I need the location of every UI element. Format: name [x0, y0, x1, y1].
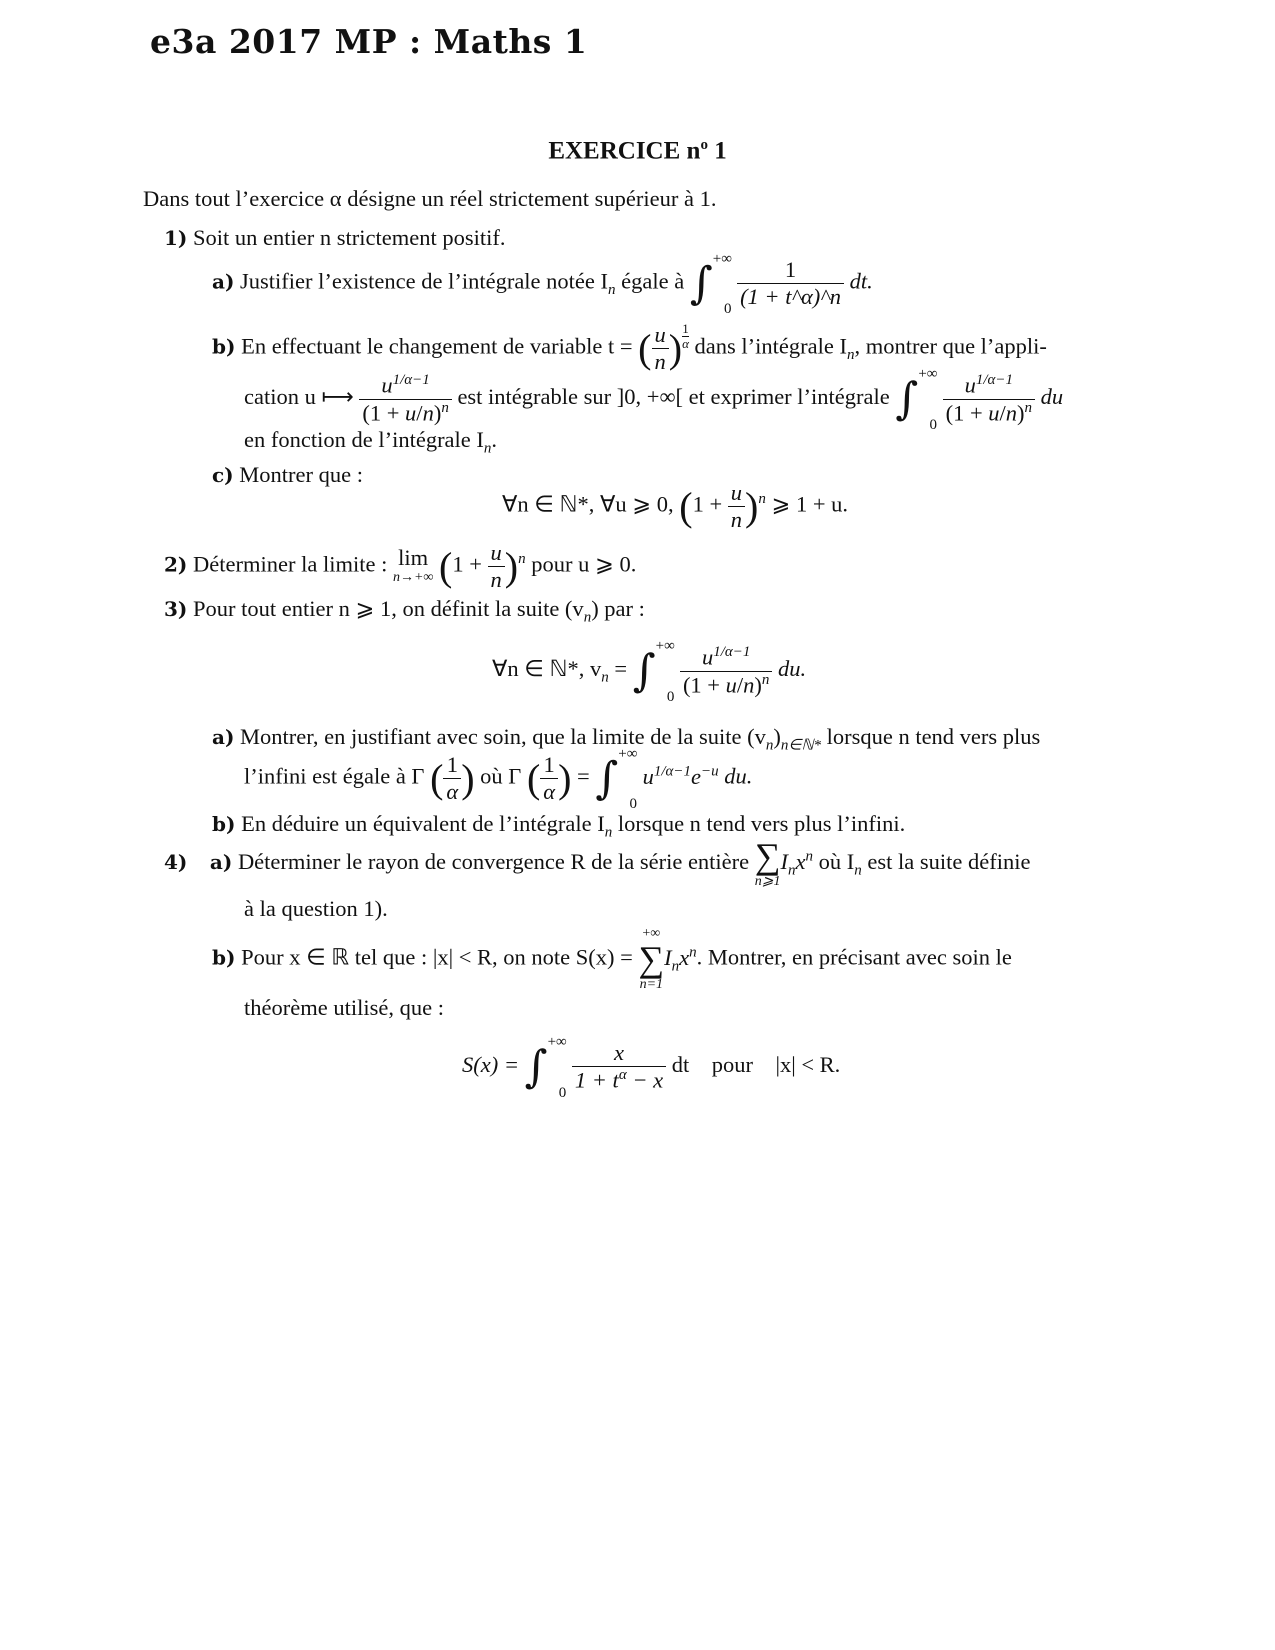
question-1c: c) Montrer que :	[212, 462, 363, 487]
question-4b-line1: b) Pour x ∈ ℝ tel que : |x| < R, on note S(x) = +∞ ∑ n=1 $I_nx^n$. Montrer, en précisant avec soin le	[212, 926, 1012, 993]
formula-4b: S(x) = ∫+∞0 $\frac{x}{1 + t^\alpha - x}$ dt pour |x| < R.	[462, 1034, 841, 1101]
question-4b-line2: théorème utilisé, que :	[244, 995, 444, 1020]
question-2: 2) Déterminer la limite : lim n→+∞ (1 + $\frac{u}{n}$ )$^n$ pour u ⩾ 0.	[164, 540, 637, 592]
intro-text: Dans tout l’exercice α désigne un réel strictement supérieur à 1.	[143, 186, 717, 211]
question-1a: a) Justifier l’existence de l’intégrale notée $I_n$ égale à ∫+∞0 $\frac{1}{(1 + t\^{}\alpha)\^{}n}$ dt.	[212, 251, 873, 317]
document-title: e3a 2017 MP : Maths 1	[150, 22, 588, 61]
question-4a-line2: à la question 1).	[244, 896, 388, 921]
question-1: 1) Soit un entier n strictement positif.	[164, 225, 506, 250]
question-3b: b) En déduire un équivalent de l’intégrale $I_n$ lorsque n tend vers plus l’infini.	[212, 811, 906, 841]
exercise-title: EXERCICE $n^o$ 1	[548, 137, 727, 165]
integrand-fraction: $\frac{1}{(1 + t\^{}\alpha)\^{}n}$	[737, 257, 844, 310]
question-4a-line1: 4) a) Déterminer le rayon de convergence R de la série entière ∑ n⩾1 $I_nx^n$ où $I_n$ est la suite définie	[164, 836, 1031, 889]
question-3: 3) Pour tout entier n ⩾ 1, on définit la suite $(v_n)$ par :	[164, 596, 645, 626]
question-1b-line1: b) En effectuant le changement de variable t = ( $\frac{u}{n}$ ) $\frac{1}{\alpha}$ dans l’intégrale $I_n$, montrer que l’appli-	[212, 321, 1047, 374]
question-3a-line1: a) Montrer, en justifiant avec soin, que la limite de la suite $(v_n)_{n\in ℕ*}$ lorsque n tend vers plus	[212, 724, 1041, 754]
formula-1c: ∀n ∈ ℕ*, ∀u ⩾ 0, (1 + $\frac{u}{n}$ )$^n$ ⩾ 1 + u.	[502, 480, 849, 532]
question-3a-line2: l’infini est égale à Γ ( $\frac{1}{\alpha}$ ) où Γ ( $\frac{1}{\alpha}$ ) = ∫+∞0 $u^{1/\alpha-1}e^{-u}$ du.	[244, 746, 753, 812]
formula-3: ∀n ∈ ℕ*, $v_n = \int+\infty 0$ $\frac{u^{1/\alpha-1}}{(1 + u/n)^n}$ du.	[492, 638, 807, 705]
question-1b-line2: cation u ⟼ $\frac{u^{1/\alpha-1}}{(1 + u/n)^n}$ est intégrable sur ]0, +∞[ et exprimer l’intégrale ∫+∞0 $\frac{u^{1/\alpha-1}}{(1 + u/n)^n}$ du	[244, 366, 1064, 433]
question-1b-line3: en fonction de l’intégrale $I_n$.	[244, 427, 498, 457]
